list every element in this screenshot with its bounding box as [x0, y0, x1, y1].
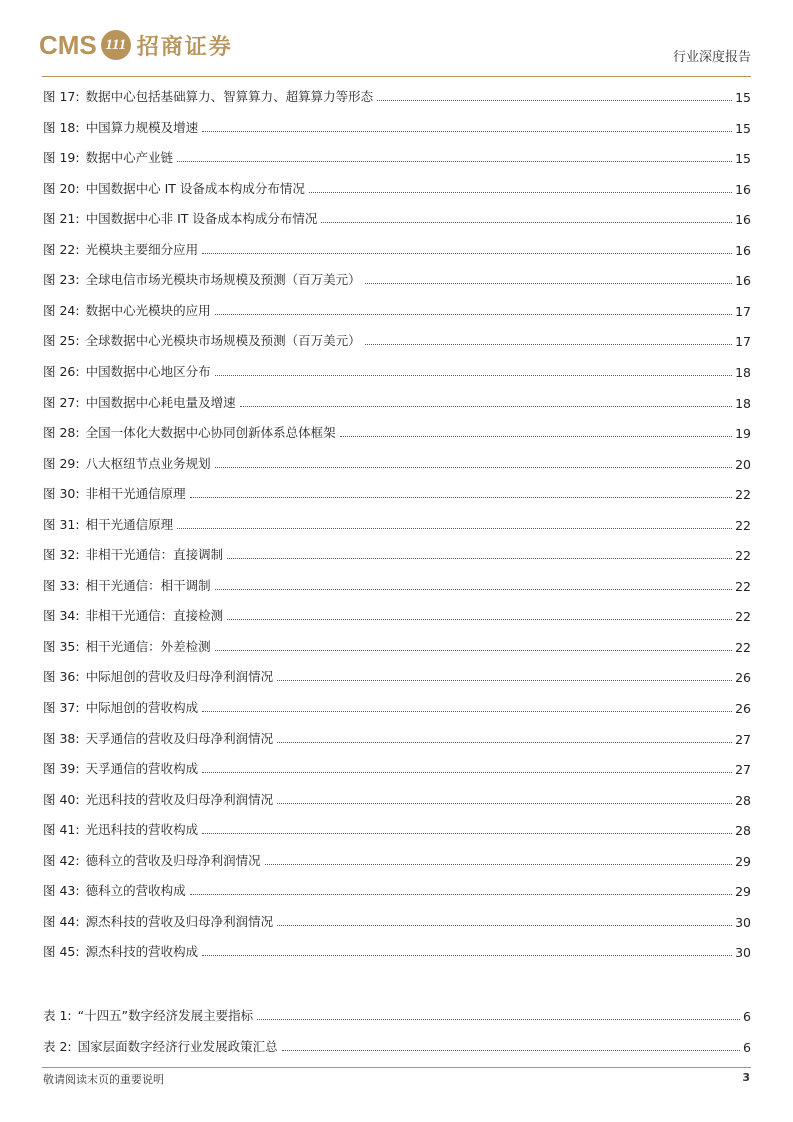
toc-figure-entry[interactable]	[43, 665, 751, 685]
toc-entry-label: 图 45:	[43, 944, 80, 960]
toc-entry-label: 图 18:	[43, 119, 80, 135]
toc-entry-page: 16	[735, 212, 751, 228]
toc-leader-dots	[190, 497, 732, 498]
toc-figure-entry[interactable]	[43, 116, 751, 136]
toc-entry-title: 中际旭创的营收构成	[85, 700, 199, 715]
toc-entry-title: 中国算力规模及增速	[85, 119, 199, 135]
logo-chinese: 招商证券	[136, 34, 233, 60]
toc-entry-title: 中际旭创的营收及归母净利润情况	[85, 669, 274, 685]
toc-leader-dots	[265, 864, 732, 865]
toc-figure-entry[interactable]	[43, 849, 751, 869]
toc-entry-page: 29	[735, 884, 751, 900]
toc-leader-dots	[277, 680, 732, 681]
toc-entry-page: 15	[735, 120, 751, 136]
toc-entry-page: 30	[735, 914, 751, 930]
toc-figure-entry[interactable]	[43, 299, 751, 319]
toc-figure-entry[interactable]	[43, 635, 751, 655]
toc-leader-dots	[202, 833, 732, 834]
toc-entry-page: 26	[735, 670, 751, 686]
toc-leader-dots	[190, 894, 732, 895]
toc-entry-page: 22	[735, 578, 751, 594]
toc-entry-title: 德科立的营收构成	[85, 883, 186, 899]
toc-entry-page: 28	[735, 823, 751, 839]
toc-leader-dots	[309, 192, 732, 193]
toc-entry-label: 图 35:	[43, 638, 80, 654]
toc-entry-page: 19	[735, 426, 751, 442]
toc-entry-page: 28	[735, 792, 751, 808]
toc-leader-dots	[177, 161, 732, 162]
header-divider	[42, 76, 751, 77]
page-number: 3	[742, 1071, 750, 1084]
toc-entry-page: 6	[743, 1039, 751, 1055]
toc-entry-title: 德科立的营收及归母净利润情况	[85, 852, 261, 868]
toc-entry-page: 27	[735, 731, 751, 747]
toc-leader-dots	[227, 619, 732, 620]
toc-entry-label: 图 25:	[43, 333, 80, 349]
toc-entry-title: 天孚通信的营收构成	[85, 761, 199, 777]
toc-leader-dots	[277, 742, 732, 743]
toc-entry-title: 国家层面数字经济行业发展政策汇总	[77, 1038, 278, 1054]
toc-figure-entry[interactable]	[43, 421, 751, 441]
toc-entry-title: 非相干光通信原理	[85, 486, 186, 502]
toc-entry-title: 光迅科技的营收构成	[85, 822, 199, 838]
toc-figure-entry[interactable]	[43, 879, 751, 899]
toc-leader-dots	[257, 1019, 740, 1020]
toc-entry-title: 光迅科技的营收及归母净利润情况	[85, 791, 274, 807]
toc-figure-entry[interactable]	[43, 696, 751, 716]
toc-figure-entry[interactable]	[43, 146, 751, 166]
toc-entry-label: 图 20:	[43, 180, 80, 196]
page-header	[0, 0, 793, 80]
toc-entry-page: 27	[735, 762, 751, 778]
toc-table-entry[interactable]	[43, 1004, 751, 1024]
toc-entry-title: 源杰科技的营收及归母净利润情况	[85, 913, 274, 929]
toc-figure-entry[interactable]	[43, 238, 751, 258]
toc-entry-title: 相干光通信：相干调制	[85, 577, 211, 593]
toc-entry-label: 图 40:	[43, 791, 80, 807]
toc-leader-dots	[277, 925, 732, 926]
toc-entry-title: 中国数据中心 IT 设备成本构成分布情况	[85, 180, 305, 196]
toc-leader-dots	[215, 314, 732, 315]
toc-entry-label: 图 38:	[43, 730, 80, 746]
toc-entry-label: 图 44:	[43, 913, 80, 929]
toc-table-entry[interactable]	[43, 1035, 751, 1055]
toc-entry-title: 数据中心产业链	[85, 150, 174, 166]
toc-entry-title: 八大枢纽节点业务规划	[85, 455, 211, 471]
toc-entry-label: 图 43:	[43, 883, 80, 899]
toc-entry-page: 17	[735, 303, 751, 319]
toc-entry-page: 17	[735, 334, 751, 350]
toc-entry-label: 图 24:	[43, 302, 80, 318]
toc-entry-page: 15	[735, 151, 751, 167]
toc-entry-label: 图 34:	[43, 608, 80, 624]
toc-entry-title: 非相干光通信：直接调制	[85, 547, 224, 563]
toc-entry-label: 图 29:	[43, 455, 80, 471]
toc-entry-label: 图 41:	[43, 822, 80, 838]
toc-figure-entry[interactable]	[43, 268, 751, 288]
toc-figure-entry[interactable]	[43, 574, 751, 594]
toc-figure-entry[interactable]	[43, 360, 751, 380]
toc-entry-title: 全球电信市场光模块市场规模及预测（百万美元）	[85, 272, 361, 288]
toc-entry-title: 中国数据中心耗电量及增速	[85, 394, 236, 410]
toc-figure-entry[interactable]	[43, 85, 751, 105]
toc-entry-label: 图 31:	[43, 516, 80, 532]
toc-entry-page: 16	[735, 273, 751, 289]
toc-entry-label: 图 33:	[43, 577, 80, 593]
toc-leader-dots	[340, 436, 732, 437]
toc-entry-label: 图 27:	[43, 394, 80, 410]
toc-entry-label: 表 2:	[43, 1038, 72, 1054]
toc-entry-title: 数据中心光模块的应用	[85, 302, 211, 318]
toc-leader-dots	[321, 222, 732, 223]
toc-entry-label: 图 26:	[43, 363, 80, 379]
toc-figure-entry[interactable]	[43, 757, 751, 777]
toc-entry-page: 26	[735, 701, 751, 716]
toc-entry-title: 非相干光通信：直接检测	[85, 608, 224, 624]
footer-disclaimer: 敬请阅读末页的重要说明	[43, 1073, 164, 1086]
toc-figure-entry[interactable]	[43, 452, 751, 472]
toc-figure-entry[interactable]	[43, 727, 751, 747]
toc-leader-dots	[277, 803, 732, 804]
toc-leader-dots	[365, 344, 732, 345]
toc-entry-page: 22	[735, 548, 751, 564]
toc-entry-page: 22	[735, 487, 751, 503]
toc-entry-page: 22	[735, 609, 751, 625]
toc-entry-page: 16	[735, 181, 751, 197]
toc-leader-dots	[282, 1050, 740, 1051]
toc-entry-label: 图 28:	[43, 425, 80, 441]
toc-entry-title: “十四五”数字经济发展主要指标	[77, 1008, 254, 1023]
toc-figure-entry[interactable]	[43, 207, 751, 227]
toc-entry-label: 图 23:	[43, 272, 80, 288]
toc-leader-dots	[215, 650, 732, 651]
report-type: 行业深度报告	[672, 50, 751, 65]
toc-leader-dots	[202, 772, 732, 773]
toc-entry-label: 表 1:	[43, 1008, 72, 1023]
toc-leader-dots	[227, 558, 732, 559]
toc-entry-page: 15	[735, 90, 751, 105]
toc-entry-page: 22	[735, 639, 751, 655]
toc-entry-title: 全国一体化大数据中心协同创新体系总体框架	[85, 425, 336, 441]
toc-figure-entry[interactable]	[43, 513, 751, 533]
toc-figure-entry[interactable]	[43, 940, 751, 960]
toc-leader-dots	[177, 528, 732, 529]
toc-entry-label: 图 42:	[43, 852, 80, 868]
toc-leader-dots	[377, 100, 732, 101]
toc-entry-label: 图 19:	[43, 150, 80, 166]
toc-entry-label: 图 39:	[43, 761, 80, 777]
toc-figure-entry[interactable]	[43, 788, 751, 808]
toc-entry-page: 20	[735, 456, 751, 472]
toc-entry-title: 天孚通信的营收及归母净利润情况	[85, 730, 274, 746]
toc-leader-dots	[215, 467, 732, 468]
toc-entry-title: 光模块主要细分应用	[85, 241, 199, 257]
toc-entry-label: 图 17:	[43, 89, 80, 104]
toc-figure-entry[interactable]	[43, 391, 751, 411]
toc-leader-dots	[202, 253, 732, 254]
toc-figure-entry[interactable]	[43, 910, 751, 930]
toc-figure-entry[interactable]	[43, 543, 751, 563]
toc-leader-dots	[215, 375, 732, 376]
toc-entry-label: 图 21:	[43, 211, 80, 227]
toc-entry-page: 16	[735, 242, 751, 258]
toc-leader-dots	[365, 283, 732, 284]
toc-entry-label: 图 30:	[43, 486, 80, 502]
toc-entry-page: 6	[743, 1009, 751, 1024]
toc-leader-dots	[202, 131, 732, 132]
toc-figure-entry[interactable]	[43, 818, 751, 838]
toc-entry-title: 源杰科技的营收构成	[85, 944, 199, 960]
toc-entry-title: 相干光通信原理	[85, 516, 174, 532]
toc-entry-title: 相干光通信：外差检测	[85, 638, 211, 654]
toc-figure-entry[interactable]	[43, 482, 751, 502]
toc-entry-page: 18	[735, 395, 751, 411]
toc-leader-dots	[202, 711, 732, 712]
toc-leader-dots	[215, 589, 732, 590]
toc-leader-dots	[202, 955, 732, 956]
toc-leader-dots	[240, 406, 732, 407]
toc-entry-label: 图 37:	[43, 700, 80, 715]
toc-figure-entry[interactable]	[43, 604, 751, 624]
footer-divider	[42, 1067, 751, 1068]
toc-entry-title: 中国数据中心地区分布	[85, 363, 211, 379]
toc-entry-page: 18	[735, 364, 751, 380]
toc-entry-label: 图 22:	[43, 241, 80, 257]
toc-entry-title: 中国数据中心非 IT 设备成本构成分布情况	[85, 211, 318, 227]
toc-entry-label: 图 32:	[43, 547, 80, 563]
company-logo	[39, 28, 233, 62]
toc-entry-page: 22	[735, 517, 751, 533]
toc-figure-entry[interactable]	[43, 177, 751, 197]
toc-entry-label: 图 36:	[43, 669, 80, 685]
logo-badge-icon: 111	[101, 30, 131, 60]
toc-entry-page: 29	[735, 853, 751, 869]
toc-figure-entry[interactable]	[43, 329, 751, 349]
logo-latin: CMS	[39, 29, 97, 60]
toc-entry-title: 数据中心包括基础算力、智算算力、超算算力等形态	[85, 89, 374, 104]
toc-entry-title: 全球数据中心光模块市场规模及预测（百万美元）	[85, 333, 361, 349]
toc-entry-page: 30	[735, 945, 751, 961]
